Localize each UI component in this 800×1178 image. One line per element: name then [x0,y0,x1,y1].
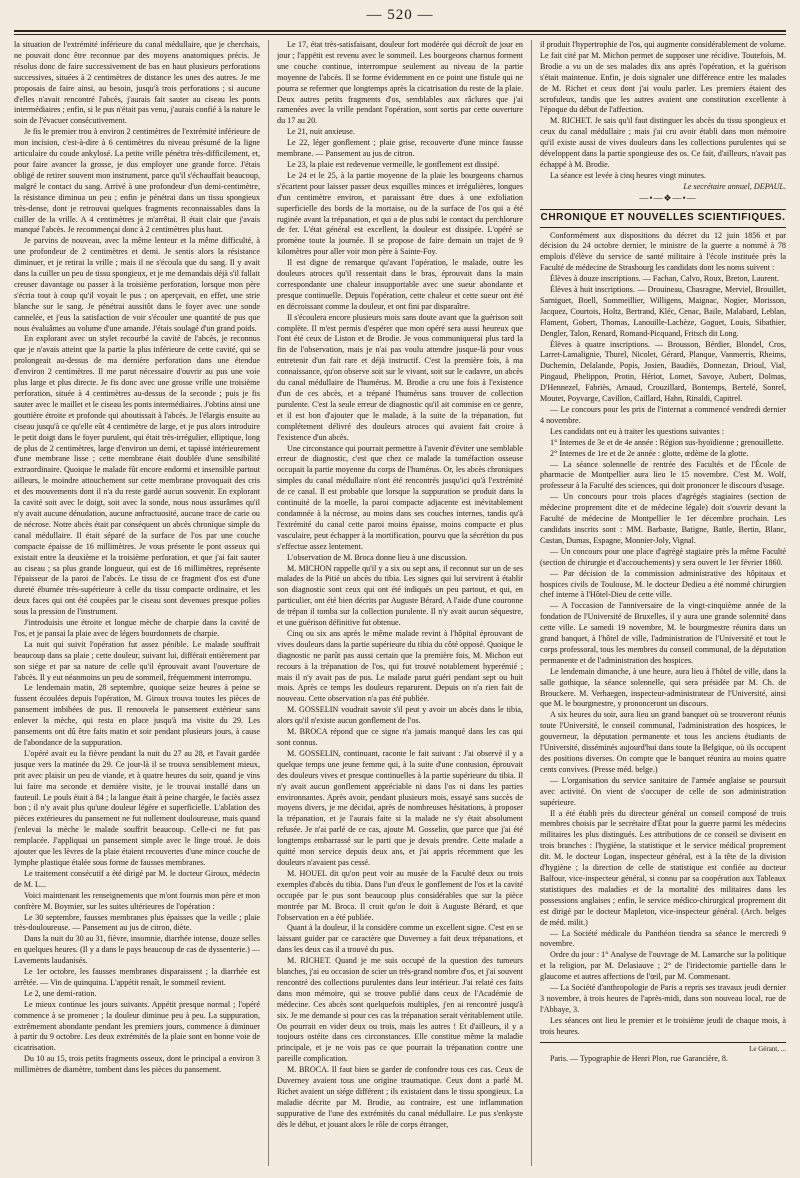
column-3 [540,40,786,1166]
news-item: Le lendemain dimanche, à une heure, aura lieu à l'hôtel de ville, dans la salle gothique, la séance solennelle, qui sera présidée par M. Ch. de Brouckere. M. Verhaegen, inspecteur-administrateur de l'Université, ainsi que M. le bourgmestre, y prononceront un discours. [540,666,786,709]
printer-imprint: Paris. — Typographie de Henri Plon, rue Garancière, 8. [550,1054,728,1064]
news-item: 1° Internes de 3e et de 4e année : Région sus-hyoïdienne ; grenouillette. [550,437,784,447]
ornament: —•—❖—•— [639,192,697,203]
paragraph: Dans la nuit du 30 au 31, fièvre, insomnie, diarrhée intense, douze selles en quelques heures. (Il y a dans le pays beaucoup de cas de dyssenterie.) — Lavements laudanisés. [14,934,260,966]
paragraph: L'observation de M. Broca donne lieu à une discussion. [287,552,468,562]
paragraph: Le 22, léger gonflement ; plaie grise, recouverte d'une mince fausse membrane. — Pansement au jus de citron. [277,138,523,159]
news-item: Les séances ont lieu le premier et le troisième jeudi de chaque mois, à trois heures. [540,1015,786,1036]
column-divider [531,40,532,1166]
paragraph: Il est digne de remarque qu'avant l'opération, le malade, outre les douleurs atroces qu'il ressentait dans le bras, éprouvait dans la main correspondante une chaleur insupportable avec une sueur abondante et presque continuelle. Depuis l'opération, cette chaleur et cette sueur ont été en décroissant comme la douleur, et ont fini par disparaître. [277,258,523,311]
paragraph: Le traitement consécutif a été dirigé par M. le docteur Giroux, médecin de M. L... [14,868,260,889]
news-item: Les candidats ont eu à traiter les questions suivantes : [550,426,724,436]
news-item: 2° Internes de 1re et de 2e année : glotte, œdème de la glotte. [550,448,749,458]
paragraph: Le 17, état très-satisfaisant, douleur fort modérée qui décroît de jour en jour ; l'appétit est revenu avec le sommeil. Les bourgeons charnus forment une couche continue, interrompue seulement au niveau de la partie moyenne de l'abcès. Il se forme évidemment en ce point une fistule qui ne pourra se refermer que longtemps après la cicatrisation du reste de la plaie. Deux autres petits fragments d'os, semblables aux râclures que j'ai ramenées avec la vrille pendant l'opération, sont sortis par cette ouverture du 17 au 20. [277,40,523,126]
paragraph: M. MICHON rappelle qu'il y a six ou sept ans, il reconnut sur un de ses malades de la Pitié un abcès du tibia. Les signes qui lui servirent à établir son diagnostic sont ceux qui ont été indiqués un peu partout, et qui, en particulier, ont été bien décrits par Auguste Bérard. A l'aide d'une couronne de trépan il tomba sur la collection purulente. Il n'y avait aucun séquestre, et une guérison définitive fut obtenue. [277,563,523,628]
paragraph: M. HOUEL dit qu'on peut voir au musée de la Faculté deux ou trois exemples d'abcès du tibia. Dans l'un d'eux le gonflement de l'os et la cavité occupée par le pus sont beaucoup plus considérables que sur la pièce montrée par M. Broca. Il croit qu'on le doit à Auguste Bérard, et que l'observation en a été publiée. [277,868,523,922]
column-divider [268,40,269,1166]
paragraph: L'opéré avait eu la fièvre pendant la nuit du 27 au 28, et l'avait gardée jusque vers la matinée du 29. Ce jour-là il se trouva sensiblement mieux, prit avec plaisir un peu de viande, et à quatre heures du soir, quand je vins lui faire ma seconde et dernière visite, je le trouvai installé dans un fauteuil. Le pouls était à 84 ; la langue était à peine chargée, le faciès assez bon ; il n'y avait plus qu'une douleur légère et superficielle. L'ablation des pièces extérieures du pansement ne fut nullement douloureuse, mais quand j'enlevai la mèche le malade souffrit beaucoup. Celle-ci ne fut pas remplacée. J'appliquai un pansement simple avec le linge troué. Je dois ajouter que les lèvres de la plaie étaient recouvertes d'une mince couche de lymphe plastique étalée sous forme de fausses membranes. [14,748,260,867]
paragraph: En explorant avec un stylet recourbé la cavité de l'abcès, je reconnus que je n'avais atteint que la partie la plus inférieure de cette cavité, qui se prolongeait au-dessus de ma dernière perforation dans une étendue d'environ 2 centimètres. Il me parut nécessaire d'ouvrir au pus une voie plus large et plus directe. Je fis donc avec une grosse vrille une troisième perforation, située à 4 centimètres au-dessus de la seconde ; puis je fis sauter avec le maillet et le ciseau les ponts intermédiaires. J'obtins ainsi une gouttière étroite et profonde qui aboutissait à l'abcès. Je l'élargis ensuite au ciseau jusqu'à ce qu'elle eût 4 centimètre de large, et je pus alors introduire le petit doigt dans le foyer purulent, qui était très-irrégulier, elliptique, long de plus de 2 centimètres, large d'environ un demi, et tapissé intérieurement d'une membrane lisse ; cette membrane était doublée d'une sensibilité extraordinaire. Quoique le malade fût encore endormi et insensible partout ailleurs, le moindre attouchement sur cette membrane provoquait des cris et des mouvements dont il n'a du reste gardé aucun souvenir. En explorant la cavité soit avec le doigt, soit avec la sonde, nous nous assurâmes qu'il n'y avait aucune dénudation, aucune anfractuosité, aucune trace de carie ou de nécrose. Notre abcès était par conséquent un abcès chronique simple du canal médullaire. Il était séparé de la surface de l'os par une couche compacte épaisse de 16 millimètres. Je vous présente le pont osseux qui existait entre la deuxième et la troisième perforation, et que j'ai fait sauter au ciseau ; sa plus grande longueur, qui est de 16 millimètres, représente l'épaisseur de la paroi de l'abcès. Le tissu de ce fragment d'os est d'une dureté éburnée très-supérieure à celle du tissu compacte ordinaire, et les deux faces qui ont été coupées par le ciseau sont devenues presque polies sous la pression de l'instrument. [14,334,260,617]
paragraph: Une circonstance qui pourrait permettre à l'avenir d'éviter une semblable erreur de diagnostic, c'est que chez ce malade la tuméfaction osseuse occupait la partie moyenne du corps de l'humérus. Or, les abcès chroniques simples du canal médullaire n'ont été rencontrés jusqu'ici qu'à l'extrémité de ce canal. Il est probable que lorsque la suppuration se produit dans la continuité de la moelle, la paroi compacte adjacente est inévitablement condamnée à la nécrose, au moins dans ses couches internes, tandis qu'à l'extrémité du canal cette paroi moins épaisse, moins compacte et plus vasculaire, peut échapper à la mortification, pourvu que la sécrétion du pus s'effectue assez lentement. [277,443,523,551]
paragraph: Le 2, une demi-ration. [24,988,97,998]
news-item: — Un concours pour trois places d'agrégés stagiaires (section de médecine proprement dite et de médecine légale) doit s'ouvrir devant la Faculté de médecine de Montpellier le 1er décembre prochain. Les candidats inscrits sont : MM. Barbaste, Batigne, Battle, Bertin, Blanc, Castan, Dumas, Espagne, Monnier-Joly, Vignal. [540,492,786,545]
paragraph: Je fis le premier trou à environ 2 centimètres de l'extrémité inférieure de mon incision, c'est-à-dire à 6 centimètres du niveau présumé de la ligne articulaire du coude ankylosé. La petite vrille pénétra très-difficilement, et, pour faire avancer la grosse, je dus employer une grande force. J'étais obligé de retirer souvent mon instrument, parce qu'il s'échauffait beaucoup, malgré le contact du sang. Arrivé à une profondeur d'un demi-centimètre, la résistance diminua un peu ; enfin je pénétrai dans un tissu spongieux très-dense, dont je retrouvai quelques fragments reconnaissables dans la cuiller de la vrille. A 4 centimètres je m'arrêtai. Il était clair que j'avais manqué l'abcès. Je recommençai donc à 2 centimètres plus haut. [14,127,260,235]
paragraph: il produit l'hypertrophie de l'os, qui augmente considérablement de volume. Le fait cité par M. Michon permet de supposer une récidive. Toutefois, M. Brodie a vu un de ses malades dix ans après l'opération, et la guérison s'était maintenue. Enfin, je dois signaler une différence entre les malades de M. Richet et ceux dont j'ai voulu parler. Les premiers étaient des scrofuleux, tandis que les autres avaient une constitution excellente à l'époque du début de l'affection. [540,40,786,115]
paragraph: Le 21, nuit anxieuse. [287,127,355,137]
news-item: — Un concours pour une place d'agrégé stagiaire près la même Faculté (section de chirurgie et d'accouchements) y sera ouvert le 1er février 1860. [540,546,786,567]
news-item: — La Société médicale du Panthéon tiendra sa séance le mercredi 9 novembre. [540,928,786,949]
paragraph: Voici maintenant les renseignements que m'ont fournis mon père et mon confrère M. Boymier, sur les suites ultérieures de l'opération : [14,890,260,911]
paragraph: Le mieux continue les jours suivants. Appétit presque normal ; l'opéré commence à se promener ; la douleur diminue peu à peu. La suppuration, extrêmement abondante pendant les premiers jours, commence à diminuer à partir du 9 octobre. Les deux extrémités de la plaie sont en bonne voie de cicatrisation. [14,999,260,1053]
paragraph: La séance est levée à cinq heures vingt minutes. [550,170,706,180]
paragraph: Le 1er octobre, les fausses membranes disparaissent ; la diarrhée est arrêtée. — Vin de quinquina. L'appétit renaît, le sommeil revient. [14,967,260,987]
news-item: A six heures du soir, aura lieu un grand banquet où se trouveront réunis toute l'Université, le conseil communal, l'administration des hospices, le gouverneur, la députation permanente et tous les anciens étudiants de l'Université, disséminés aujourd'hui dans toute la Belgique, où ils occupent des positions diverses. On compte que le banquet réunira au moins quatre cents convives. (Presse méd. belge.) [540,710,786,774]
news-item: Conformément aux dispositions du décret du 12 juin 1856 et par décision du 24 octobre dernier, le ministre de la guerre a nommé à 78 emplois d'élève du service de santé militaire à l'école instituée près la Faculté de médecine de Strasbourg les candidats dont les noms suivent : [540,230,786,273]
news-item: — La Société d'anthropologie de Paris a repris ses travaux jeudi dernier 3 novembre, à trois heures de l'après-midi, dans son nouveau local, rue de l'Abbaye, 3. [540,983,786,1014]
paragraph: Cinq ou six ans après le même malade revint à l'hôpital éprouvant de vives douleurs dans la partie supérieure du tibia du côté opposé. Quoique le diagnostic ne parût pas aussi certain que la première fois, M. Michon eut recours à la trépanation de l'os, qui fut trouvé notablement hyperémié ; mais il n'y avait pas de pus. Le malade parut guéri pendant sept ou huit mois. Après ce temps les douleurs reparurent. Depuis on n'a rien fait de nouveau. Cette observation n'a pas été publiée. [277,628,523,704]
column-1 [14,40,260,1166]
paragraph: Le 24 et le 25, à la partie moyenne de la plaie les bourgeons charnus s'écartent pour laisser passer deux esquilles minces et irrégulières, longues d'un centimètre environ, et paraissant être dues à une exfoliation superficielle des bords de la mortaise, ou de la surface de l'os qui a été ruginée avant la trépanation, et qui a de plus subi le contact du perchlorure de fer. L'état général est excellent, la douleur est dissipée. L'opéré se promène toute la journée. Il se propose de faire demain un trajet de 9 kilomètres pour aller voir mon père à Sainte-Foy. [277,170,523,257]
paragraph: J'introduisis une étroite et longue mèche de charpie dans la cavité de l'os, et je pansai la plaie avec de légers bourdonnets de charpie. [14,618,260,638]
paragraph: Quant à la douleur, il la considère comme un excellent signe. C'est en se laissant guider par ce caractère que Duverney a fait deux trépanations, et dans les deux cas il a trouvé du pus. [277,923,523,955]
page-number: — 520 — [366,7,434,23]
paragraph: Je parvins de nouveau, avec la même lenteur et la même difficulté, à une profondeur de 2 centimètres et demi. Je sentis alors la résistance diminuer, et je retirai la vrille ; mais il ne s'écoula que du sang. Il y avait dans la cuiller un peu de tissu spongieux, et je me demandais déjà s'il fallait creuser davantage ou passer à la troisième perforation, lorsque mon père s'écria tout à coup qu'il voyait le pus ; on aperçevait, en effet, une strie blanche sur le sang. Je pénétrai aussitôt dans le foyer avec une sonde cannelée, et j'eus la satisfaction de voir s'écouler une quantité de pus que nous évaluâmes au volume d'une amande. J'étais soulagé d'un grand poids. [14,236,260,333]
news-item: — A l'occasion de l'anniversaire de la vingt-cinquième année de la fondation de l'Université de Bruxelles, il y aura une grande solennité dans cette ville. Le samedi 19 novembre, M. le bourgmestre réunira dans un grand banquet, à l'hôtel de ville, l'administration de l'Université et tout le corps professoral, tous les membres du conseil communal, de la députation permanente et de l'administration des hospices. [540,601,786,665]
paragraph: la situation de l'extrémité inférieure du canal médullaire, que je cherchais, ne pouvait donc être reconnue par des moyens anatomiques précis. Je résolus donc de faire successivement de bas en haut plusieurs perforations successives, situées à 2 centimètres de distance les unes des autres. Je me proposais de faire ainsi, au besoin, jusqu'à trois perforations ; si aucune d'elles n'avait rencontré l'abcès, j'aurais fait sauter au ciseau les ponts intermédiaires ; enfin, si le pus n'était pas venu, j'aurais confié à la nature le soin de l'évacuer consécutivement. [14,40,260,126]
column-2 [277,40,523,1166]
news-item: — L'organisation du service sanitaire de l'armée anglaise se poursuit avec activité. On vient de s'occuper de celle de son administration supérieure. [540,775,786,807]
paragraph: M. RICHET. Je sais qu'il faut distinguer les abcès du tissu spongieux et ceux du canal médullaire ; mais j'ai cru avoir établi dans mon mémoire qu'il existe aussi de vives douleurs dans les collections purulentes qui se développent dans la partie spongieuse des os. Ce fait, d'ailleurs, n'avait pas échappé à M. Brodie. [540,116,786,169]
paragraph: La nuit qui suivit l'opération fut assez pénible. Le malade souffrait beaucoup dans sa plaie ; cette douleur, suivant lui, différait entièrement par son siége et par sa nature de celle qu'il éprouvait avant l'ouverture de l'abcès. Il y eut néanmoins un peu de sommeil, fréquemment interrompu. [14,639,260,682]
news-item: Élèves à huit inscriptions. — Drouineau, Chasragne, Merviel, Brouillet, Sarniguet, Boell, Sommeillier, Willigens, Maignac, Nogier, Morisson, Jacquez, Courtois, Holtz, Bertrand, Kléc, Cenac, Baile, Malabard, Leblan, Flament, Gobert, Thomas, Lanouille-Lachèze, Goguet, Louis, Sibathier, Dengler, Talon, Renard, Romand-Picquand, Fritsch dit Long. [540,285,786,338]
news-item: — Le concours pour les prix de l'internat a commencé vendredi dernier 4 novembre. [540,405,786,425]
gerant-line: Le Gérant, ... [540,1042,786,1055]
paragraph: Le 30 septembre, fausses membranes plus épaisses que la veille ; plaie très-douloureuse. — Pansement au jus de citron, diète. [14,912,260,933]
news-item: — Par décision de la commission administrative des hôpitaux et hospices civils de Toulouse, M. le docteur Dedieu a été nommé chirurgien chef interne à l'Hôtel-Dieu de cette ville. [540,568,786,600]
section-title: CHRONIQUE ET NOUVELLES SCIENTIFIQUES. [540,209,786,228]
news-item: Il a été établi près du directeur général un conseil composé de trois membres choisis par le secrétaire d'État pour la guerre parmi les médecins militaires les plus distingués. Les attributions de ce conseil se divisent en trois branches : l'hygiène, la statistique et le service médical proprement dit. M. le docteur Logan, inspecteur général, est à la tête de la division d'hygiène ; la direction de celle de statistique est confiée au docteur Balfour, vice-inspecteur général, si connu par sa coopération aux Tableaux statistiques des maladies et de la mortalité des militaires dans les possessions anglaises ; enfin, le service médico-chirurgical proprement dit est dirigé par le docteur Mapleton, vice-inspecteur général. (Arch. belges de méd. milit.) [540,808,786,927]
paragraph: Le 23, la plaie est redevenue vermeille, le gonflement est dissipé. [287,159,500,169]
paragraph: Le lendemain matin, 28 septembre, quoique seize heures à peine se fussent écoulées depuis l'opération, M. Giroux trouva toutes les pièces de pansement imbibées de pus. Il renouvela le pansement extérieur sans enlever la mèche, qui resta en place jusqu'à ma visite du 29. Les pansements ont dû être faits matin et soir pendant plusieurs jours, à cause de l'abondance de la suppuration. [14,683,260,747]
news-item: — La séance solennelle de rentrée des Facultés et de l'École de pharmacie de Montpellier aura lieu le 15 novembre. C'est M. Wolf, professeur à la Faculté des sciences, qui doit prononcer le discours d'usage. [540,459,786,491]
header-rule [14,30,786,35]
paragraph: M. GOSSELIN, continuant, raconte le fait suivant : J'ai observé il y a quelque temps une jeune femme qui, à la suite d'une contusion, éprouvait des douleurs vives et presque continuelles à la partie supérieure du tibia. Il n'y avait aucun gonflement appréciable ni dans l'os ni dans les parties environnantes. Après avoir, pendant plusieurs mois, essayé sans succès de moyens divers, je me décidai, après de nombreuses hésitations, à proposer la trépanation, et je l'aurais faite si la malade ne s'y était absolument refusée. Je n'ai parlé de ce cas, ajoute M. Gosselin, que parce que j'ai été longtemps embarrassé sur le parti que je devais prendre. Cette malade a quitté mon service depuis deux ans, et j'ai appris récemment que les douleurs n'avaient pas cessé. [277,748,523,867]
paragraph: M. BROCA. Il faut bien se garder de confondre tous ces cas. Ceux de Duverney avaient tous une origine traumatique. Ceux dont a parlé M. Richet avaient un siége différent ; ils existaient dans le tissu spongieux. La maladie décrite par M. Brodie, au contraire, est une inflammation suppurative de l'une des extrémités du canal médullaire. Le pus s'enkyste dès le début, et jouant alors le rôle de corps étranger, [277,1065,523,1129]
paragraph: M. GOSSELIN voudrait savoir s'il peut y avoir un abcès dans le tibia, alors qu'il n'existe aucun gonflement de l'os. [277,705,523,726]
news-item: Élèves à douze inscriptions. — Fachan, Calvo, Roux, Breton, Laurent. [550,274,780,284]
signature: Le secrétaire annuel, DEPAUL. [683,181,786,191]
paragraph: Il s'écoulera encore plusieurs mois sans doute avant que la guérison soit complète. Il m'est permis d'espérer que mon opéré sera aussi heureux que l'ont été ceux de Liston et de Brodie. Je vous communiquerai plus tard la fin de l'observation, mais je n'ai pas voulu attendre jusque-là pour vous entretenir d'un fait rare et déjà instructif. C'est la première fois, à ma connaissance, qu'on observe soit sur le vivant, soit sur le cadavre, un abcès du canal médullaire de l'humérus. M. Brodie a cru une fois à l'existence d'un de ces abcès, et a trépané l'humérus sans trouver de collection purulente. C'est la seule erreur de diagnostic qu'il ait commise en ce genre, et il est bon d'ajouter que le malade, à la suite de la trépanation, fut complétement délivré des douleurs atroces qui avaient fait croire à l'existence d'un abcès. [277,312,523,442]
news-item: Ordre du jour : 1° Analyse de l'ouvrage de M. Lamarche sur la politique et la religion, par M. Delasiauve ; 2° de l'iridectomie partielle dans le glaucome et autres affections de l'œil, par M. Commenant. [540,950,786,982]
paragraph: M. BROCA répond que ce signe n'a jamais manqué dans les cas qui sont connus. [277,727,523,747]
news-item: Élèves à quatre inscriptions. — Brousson, Bérdier, Blondel, Cros, Larret-Lamalignie, Thurel, Nicolet, Gérard, Planque, Vanmerris, Rheims, Duchemin, Delalande, Popis, Josien, Baudiès, Donnezan, Drioul, Vial, Pingaud, Phelippon, Protin, Hériot, Lomet, Savoye, Aubert, Dolmas, D'Hennezel, Fabriès, Arnaud, Crouzillard, Bontemps, Bertelé, Sonrel, Moutet, Poyvarge, Cavillon, Caillard, Hahn, Rinaldi, Capitrel. [540,339,786,404]
paragraph: M. RICHET. Quand je me suis occupé de la question des tumeurs blanches, j'ai eu occasion de scier un très-grand nombre d'os, et j'ai souvent rencontré des collections purulentes dans leur intérieur. J'ai relaté ces faits dans mon mémoire, qui se trouve publié dans ceux de l'Académie de médecine. Ces abcès sont quelquefois multiples, j'en ai rencontré jusqu'à six. Je me demande si pour ces cas la trépanation serait véritablement utile. On pourrait en vider deux ou trois, mais les autres ! Et d'ailleurs, il y a toujours ostéite dans ces circonstances. Elle constitue même la maladie principale, et je ne vois pas ce que pourrait la trépanation contre une pareille complication. [277,956,523,1064]
paragraph: Du 10 au 15, trois petits fragments osseux, dont le principal a environ 3 millimètres de diamètre, tombent dans les pièces du pansement. [14,1054,260,1075]
